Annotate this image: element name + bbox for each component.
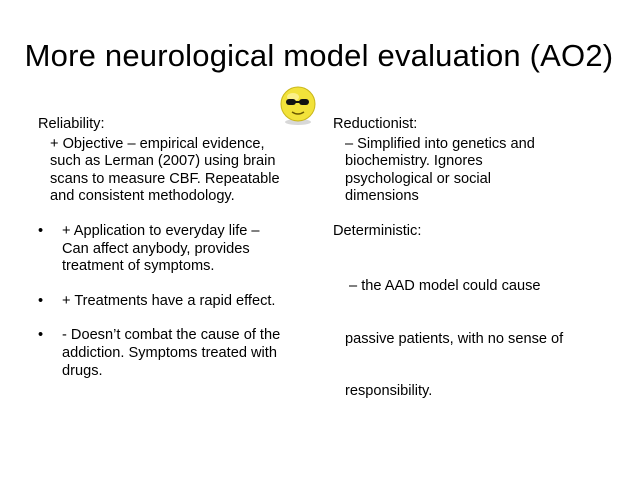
deterministic-heading: Deterministic:	[333, 222, 422, 239]
bullet-marker: •	[38, 222, 44, 239]
reliability-heading: Reliability:	[38, 116, 105, 132]
text-line: dimensions	[345, 188, 419, 205]
text-line: and consistent methodology.	[50, 188, 235, 205]
text-line: scans to measure CBF. Repeatable	[50, 170, 280, 187]
bullet-rapid-effect	[38, 293, 318, 311]
text-line: psychological or social	[345, 170, 492, 187]
text-line: – Simplified into genetics and	[345, 135, 535, 152]
text-line: passive patients, with no sense of	[345, 330, 564, 347]
text-line: addiction. Symptoms treated with	[62, 344, 277, 361]
reductionist-heading: Reductionist:	[333, 116, 418, 132]
bullet-application	[38, 223, 318, 276]
deterministic-paragraph	[333, 243, 618, 437]
right-column	[333, 116, 618, 436]
bullet-marker: •	[38, 292, 44, 309]
slide-title: More neurological model evaluation (AO2)	[24, 38, 614, 73]
text-line: such as Lerman (2007) using brain	[50, 153, 276, 170]
text-line: + Application to everyday life –	[62, 222, 260, 239]
reductionist-paragraph	[333, 136, 618, 206]
text-line: responsibility.	[345, 383, 433, 400]
bullet-marker: •	[38, 327, 44, 344]
text-line: - Doesn’t combat the cause of the	[62, 327, 281, 344]
text-line: Can affect anybody, provides	[62, 240, 250, 257]
text-line: + Objective – empirical evidence,	[50, 135, 265, 152]
objective-paragraph	[38, 136, 318, 206]
text-line: drugs.	[62, 362, 103, 379]
left-column	[38, 116, 318, 380]
bullet-cause	[38, 327, 318, 380]
text-line: + Treatments have a rapid effect.	[62, 292, 276, 309]
text-line: – the AAD model could cause	[345, 277, 541, 294]
text-line: biochemistry. Ignores	[345, 153, 483, 170]
text-line: treatment of symptoms.	[62, 258, 215, 275]
